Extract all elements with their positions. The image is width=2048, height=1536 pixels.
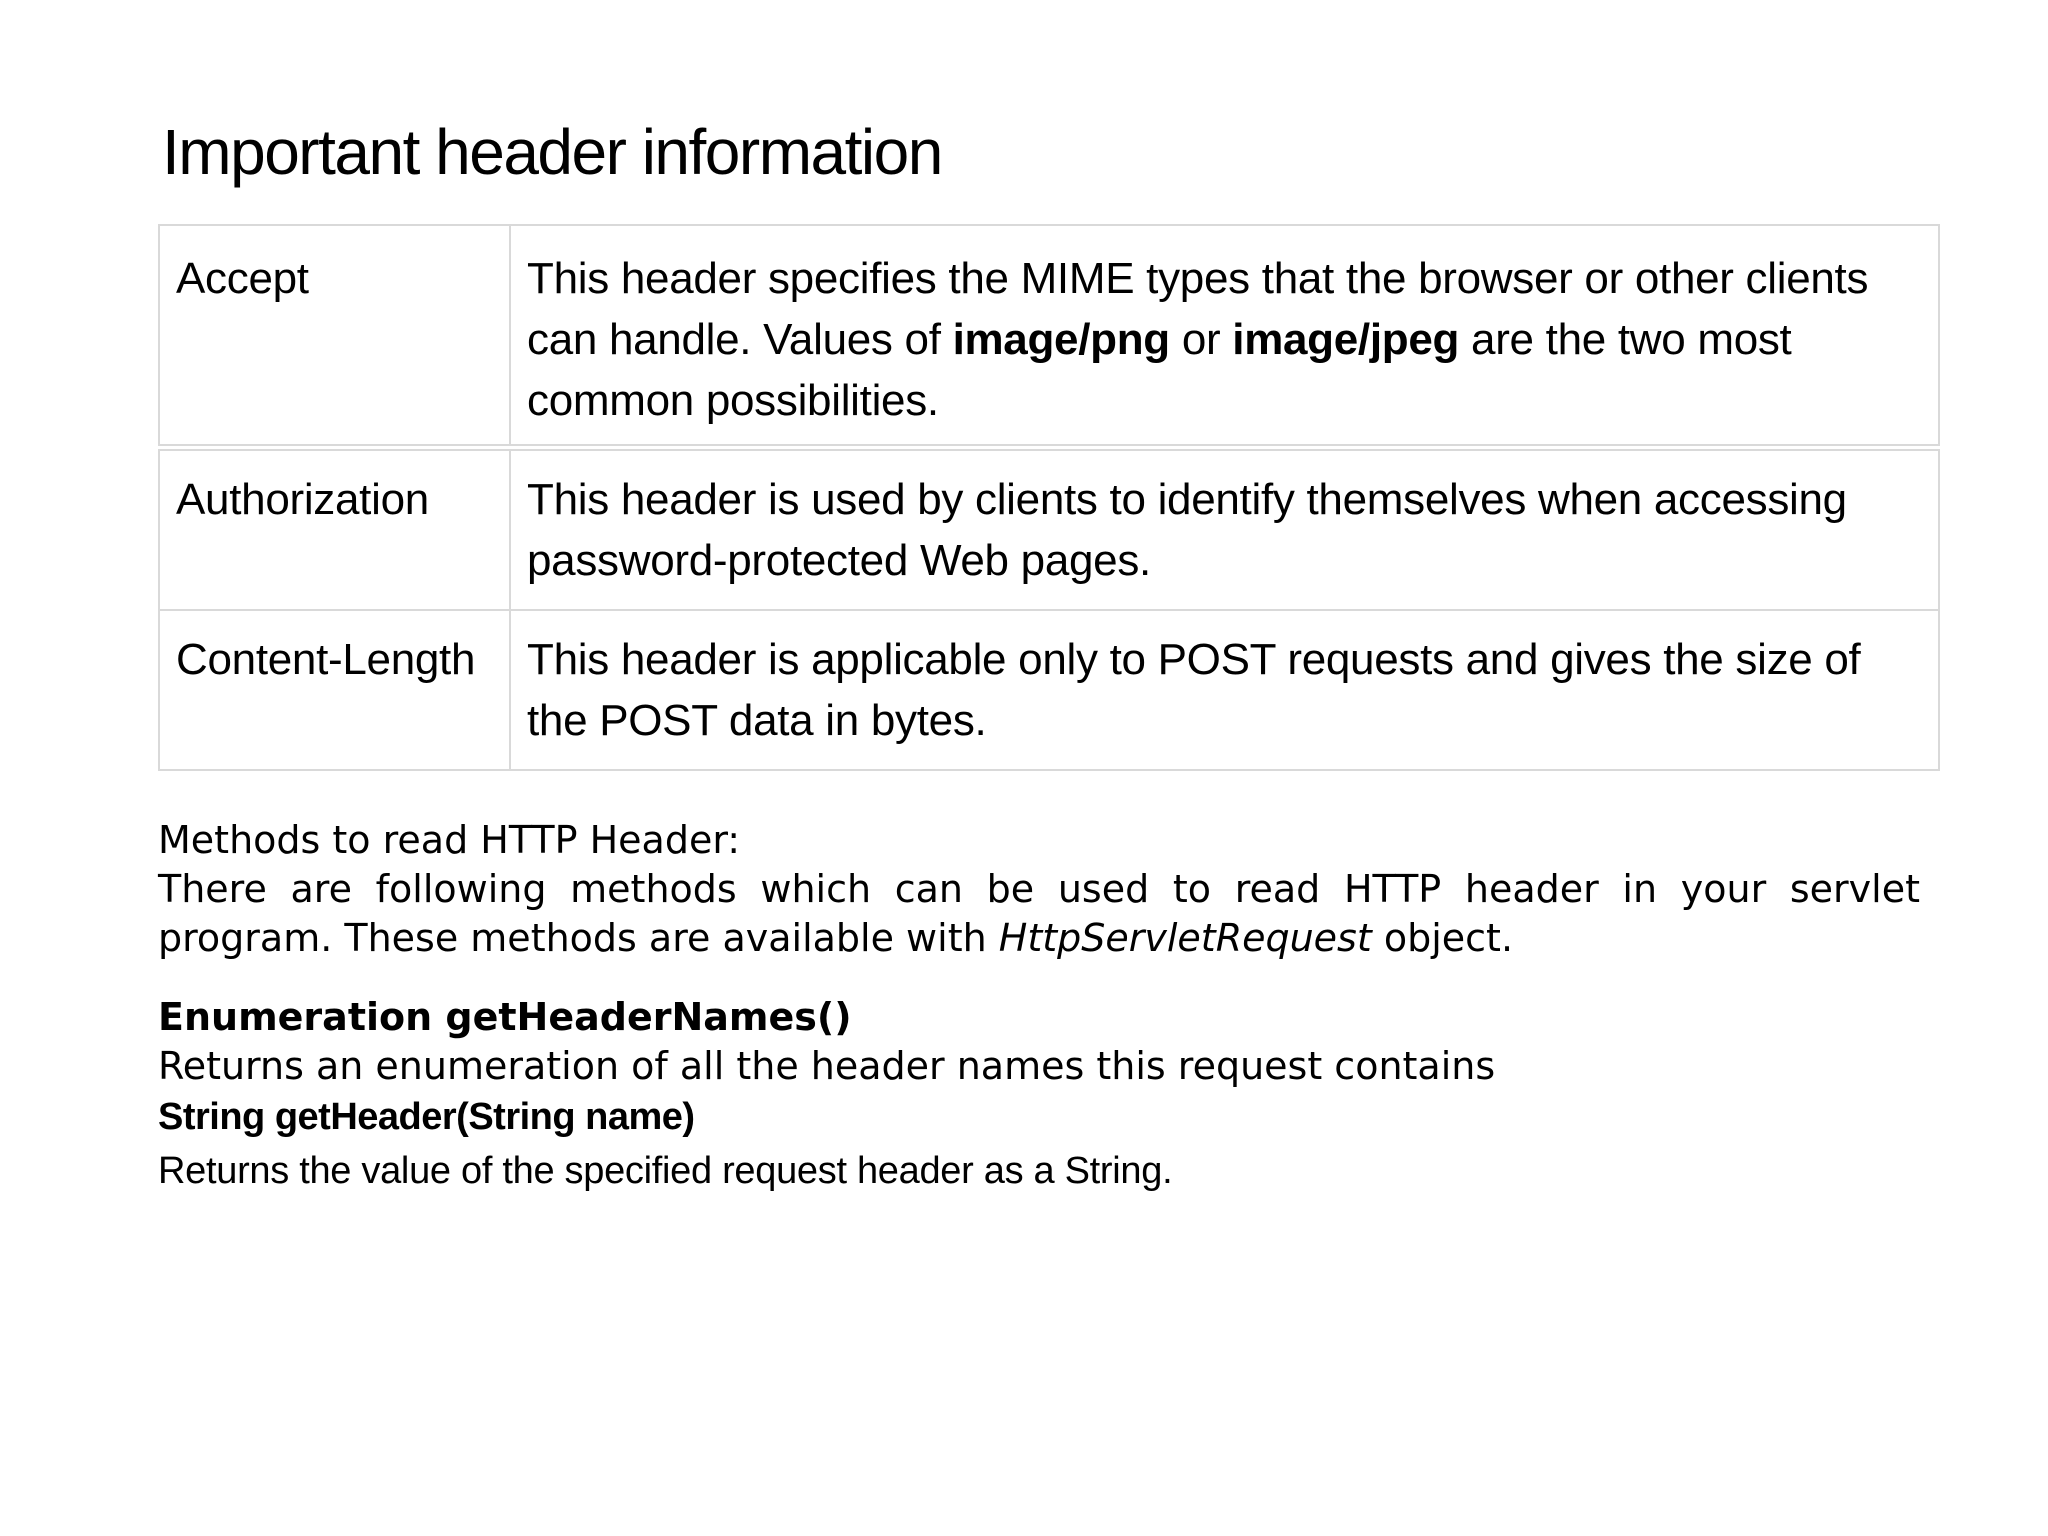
class-name: HttpServletRequest: [998, 916, 1372, 960]
method-signature: String getHeader(String name): [158, 1096, 695, 1138]
header-description-cell: This header is applicable only to POST requests and gives the size of the POST data in bytes.: [510, 610, 1939, 770]
table-row: [159, 610, 1939, 770]
method-description: Returns an enumeration of all the header names this request contains: [158, 1044, 1496, 1088]
description-text: are the two most common possibilities.: [527, 315, 1792, 425]
description-text: This header specifies the MIME types that the browser or other clients can handle. Values of: [527, 254, 1869, 364]
header-description-cell: This header is used by clients to identify themselves when accessing password-protected Web pages.: [510, 450, 1939, 610]
methods-heading: Methods to read HTTP Header:: [158, 818, 741, 862]
mime-type-png: image/png: [952, 315, 1170, 364]
table-row: [159, 450, 1939, 610]
header-name-cell: Content-Length: [159, 610, 510, 770]
header-table: [158, 449, 1940, 771]
table-row: [159, 225, 1939, 445]
header-name-cell: Accept: [159, 225, 510, 445]
header-table-accept: [158, 224, 1940, 446]
header-name-cell: Authorization: [159, 450, 510, 610]
header-description-cell: [510, 225, 1939, 445]
description-text: or: [1169, 315, 1233, 364]
intro-text: object.: [1371, 916, 1514, 960]
page-title: Important header information: [162, 116, 942, 188]
mime-type-jpeg: image/jpeg: [1232, 315, 1460, 364]
methods-section: [158, 816, 1920, 1199]
intro-text: There are following methods which can be used to read HTTP header in your servlet program. These methods are available with: [158, 867, 1920, 960]
method-signature: Enumeration getHeaderNames(): [158, 995, 852, 1039]
methods-intro: [158, 865, 1920, 963]
method-description: Returns the value of the specified request header as a String.: [158, 1150, 1173, 1192]
